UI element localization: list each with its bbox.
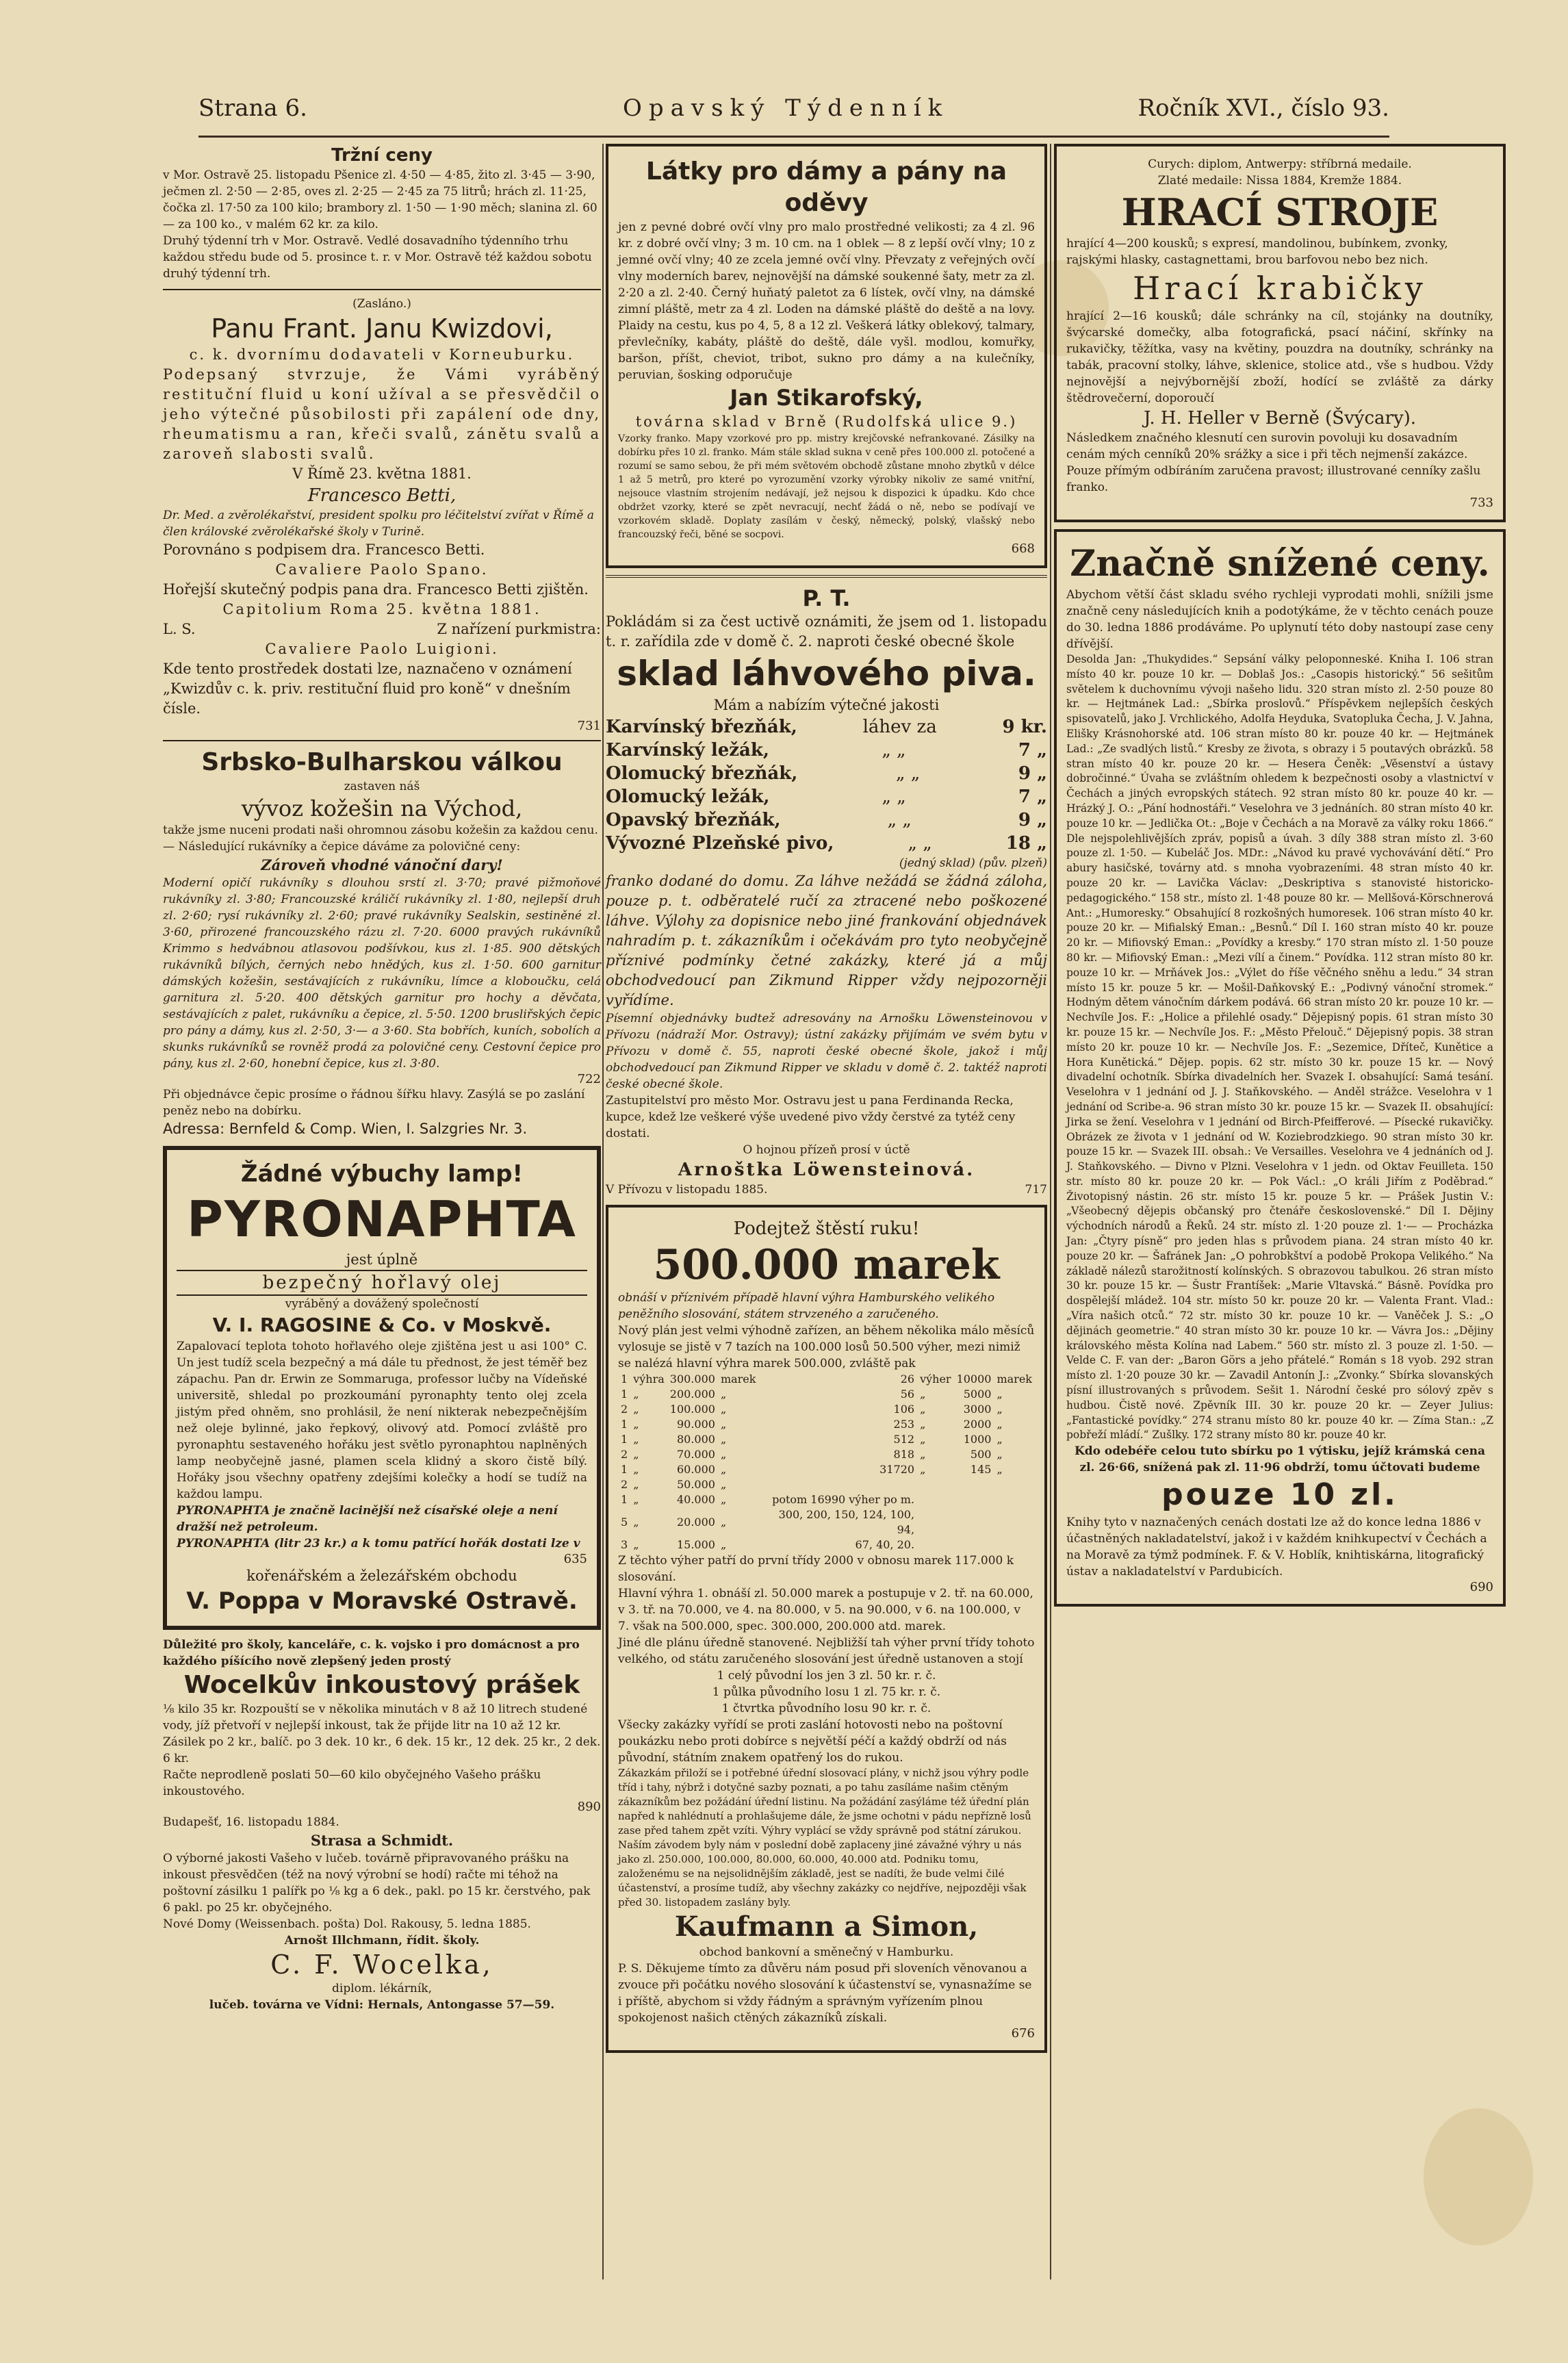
hraci-body-2: hrající 2—16 kousků; dále schránky na cíl, stojánky na doutníky, švýcarské domečky, alba fotografická, psací náčiní, skřínky na rukavičky, těžítka, vasy na květiny, pouzdra na doutníky, schránky na tabák, pracovní stolky, láhve, sklenice, stolice atd., vše s hudbou. Vždy nejnovější a nejvýbornější zboží, hodící se zvláště za dárky štědrovečerní, doporoučí (1066, 309, 1493, 405)
market-text: v Mor. Ostravě 25. listopadu Pšenice zl. 4·50 — 4·85, žito zl. 3·45 — 3·90, ječmen zl. 2·50 — 2·85, oves zl. 2·25 — 2·45 za 75 litrů; hrách zl. 11·25, čočka zl. 17·50 za 100 kilo; brambory zl. 1·50 — 1·90 měch; slanina zl. 60 — za 100 ko., v malém 62 kr. za kilo. (163, 168, 597, 231)
winnings-cell: 818 (893, 1448, 915, 1461)
winnings-cell: 3 (621, 1538, 628, 1551)
kwizda-line-7: Kde tento prostředek dostati lze, naznačeno v oznámení „Kwizdův c. k. priv. restituční fluid pro koně“ v dnešním čísle. (163, 661, 572, 717)
winnings-cell: 50.000 (676, 1478, 715, 1491)
srbsko-ad (163, 747, 601, 1139)
winnings-cell: 1 (621, 1493, 628, 1506)
winnings-cell: 1 (621, 1372, 628, 1385)
winnings-cell: „ (720, 1516, 727, 1529)
column-2 (606, 144, 1047, 2060)
pyronaphta-shop: V. Poppa v Moravské Ostravě. (186, 1587, 578, 1615)
pyronaphta-b4: kořenářském a železářském obchodu (246, 1568, 517, 1584)
ad-number: 690 (1469, 1580, 1493, 1595)
pivo-body-4: Zastupitelství pro město Mor. Ostravu jest u pana Ferdinanda Recka, kupce, kdež lze veškeré výše uvedené pivo vždy čerstvé za tytéž ceny dostati. (606, 1094, 1016, 1140)
pyronaphta-ad (163, 1146, 601, 1630)
winnings-cell: marek (997, 1372, 1032, 1385)
winnings-cell: 512 (893, 1433, 915, 1446)
winnings-cell: „ (920, 1433, 926, 1446)
winnings-row (618, 1402, 1035, 1417)
winnings-cell: „ (633, 1448, 639, 1461)
loterie-body-5: Jiné dle plánu úředně stanovené. Nejbližší tah výher první třídy tohoto velkého, od státu zaručeného slosování jest úředně ustanoven a stojí (618, 1636, 1035, 1666)
issue-number: Ročník XVI., číslo 93. (1138, 94, 1389, 122)
page-number: Strana 6. (198, 94, 307, 122)
kwizda-line-3: Hořejší skutečný podpis pana dra. Francesco Betti zjištěn. (163, 581, 589, 598)
kwizda-ls: L. S. (163, 621, 196, 637)
winnings-cell: 2 (621, 1448, 628, 1461)
beer-name: Vývozné Plzeňské pivo, (606, 833, 834, 854)
winnings-cell: 500 (970, 1448, 992, 1461)
winnings-cell (917, 1492, 954, 1507)
loterie-price-2: 1 půlka původního losu 1 zl. 75 kr. r. č. (712, 1685, 941, 1699)
hraci-body: hrající 4—200 kousků; s expresí, mandolinou, bubínkem, zvonky, rajskými hlasky, castagnettami, brou barfovou nebo bez nich. (1066, 237, 1448, 267)
pyronaphta-top: Žádné výbuchy lamp! (240, 1160, 524, 1188)
beer-price: 9 „ (1018, 810, 1047, 830)
beer-name: Karvínský ležák, (606, 740, 769, 761)
winnings-cell: 60.000 (676, 1463, 715, 1476)
hraci-body-4: Pouze přímým odbíráním zaručena pravost; illustrované cenníky zašlu franko. (1066, 464, 1481, 494)
sent-label: (Zasláno.) (352, 297, 411, 311)
pivo-title: sklad láhvového piva. (617, 654, 1036, 693)
pivo-body-5: O hojnou přízeň prosí v úctě (743, 1143, 910, 1157)
wocelka-sig1: Strasa a Schmidt. (310, 1832, 454, 1849)
winnings-cell: 300.000 (669, 1372, 715, 1385)
srbsko-gift: Zároveň vhodné vánoční dary! (261, 856, 503, 873)
beer-price: 9 „ (1018, 763, 1047, 784)
pivo-body: Pokládám si za čest uctivě oznámiti, že jsem od 1. listopadu t. r. zařídila zde v domě č. 2. naproti české obecné škole (606, 613, 1047, 650)
latky-name: Jan Stikarofský, (730, 385, 923, 411)
winnings-cell (954, 1537, 994, 1553)
winnings-cell: 5 (621, 1516, 628, 1529)
wocelka-b4: O výborné jakosti Vašeho v lučeb. továrně připravovaného prášku na inkoust přesvědčen (též na nový výrobní se hodí) račte mi téhož na poštovní zásilku 1 palířk po ⅛ kg a 6 dek., pakl. po 15 kr. čerstvého, pak 6 pakl. po 25 kr. obyčejného. (163, 1852, 591, 1915)
ceny-title: Značně snížené ceny. (1070, 543, 1490, 585)
ad-number: 890 (577, 1800, 601, 1814)
wocelka-brand: C. F. Wocelka, (270, 1950, 493, 1980)
winnings-cell: „ (633, 1478, 639, 1491)
winnings-cell: 20.000 (676, 1516, 715, 1529)
winnings-cell: „ (920, 1463, 926, 1476)
winnings-cell (994, 1492, 1035, 1507)
winnings-cell: „ (920, 1448, 926, 1461)
winnings-cell: 80.000 (676, 1433, 715, 1446)
kwizda-notice (163, 296, 601, 733)
loterie-body-2: Nový plán jest velmi výhodně zařízen, an během několika málo měsíců vylosuje se jistě v 7 tazích na 100.000 losů 50.500 výher, mezi nimiž se nalézá hlavní výhra marek 500.000, zvláště pak (618, 1324, 1035, 1370)
latky-ad (606, 144, 1047, 568)
winnings-cell: „ (720, 1493, 727, 1506)
kwizda-subtitle: c. k. dvornímu dodavateli v Korneuburku. (189, 346, 575, 363)
kwizda-line-6: Cavaliere Paolo Luigioni. (265, 641, 499, 657)
winnings-row (618, 1462, 1035, 1477)
winnings-cell (994, 1507, 1035, 1537)
beer-row (606, 762, 1047, 785)
kwizda-body: Podepsaný stvrzuje, že Vámi vyráběný restituční fluid u koní užíval a se přesvědčil o jeho výtečné působilosti při zapálení ode dny, rheumatismu a ran, křeči svalů, zánětu svalů a zaroveň slabosti svalů. (163, 366, 601, 462)
winnings-cell (917, 1477, 954, 1492)
beer-price: 7 „ (1018, 740, 1047, 761)
loterie-body-4: Hlavní výhra 1. obnáší zl. 50.000 marek a postupuje v 2. tř. na 60.000, v 3. tř. na 70.000, ve 4. na 80.000, v 5. na 90.000, v 6. na 100.000, v 7. však na 500.000, spec. 300.000, 200.000 atd. marek. (618, 1587, 1033, 1633)
winnings-cell (917, 1537, 954, 1553)
winnings-cell: 2 (621, 1403, 628, 1416)
loterie-price-1: 1 celý původní los jen 3 zl. 50 kr. r. č. (717, 1669, 936, 1683)
kwizda-line-1: Porovnáno s podpisem dra. Francesco Betti. (163, 541, 485, 558)
winnings-cell: „ (920, 1418, 926, 1431)
winnings-cell: 26 (900, 1372, 915, 1385)
winnings-cell: 1000 (963, 1433, 992, 1446)
srbsko-body: takže jsme nuceni prodati naši ohromnou zásobu kožešin za každou cenu. — Následující rukávníky a čepice dáváme za polovičné ceny: (163, 823, 598, 854)
wocelka-b3: Budapešť, 16. listopadu 1884. (163, 1815, 339, 1829)
winnings-cell: 90.000 (676, 1418, 715, 1431)
loterie-firm-sub: obchod bankovní a směnečný v Hamburku. (699, 1945, 954, 1959)
wocelka-address: lučeb. továrna ve Vídni: Hernals, Antongasse 57—59. (209, 1998, 555, 2012)
winnings-cell: 3000 (963, 1403, 992, 1416)
winnings-cell: „ (720, 1418, 727, 1431)
pyronaphta-maker: V. I. RAGOSINE & Co. v Moskvě. (212, 1314, 552, 1336)
hraci-top-1: Curych: diplom, Antwerpy: stříbrná medaile. (1148, 157, 1412, 171)
hraci-title: HRACÍ STROJE (1121, 190, 1439, 234)
winnings-cell: „ (720, 1388, 727, 1401)
winnings-row (618, 1447, 1035, 1462)
beer-unit: „ „ (882, 740, 906, 761)
latky-title: Látky pro dámy a pány na oděvy (645, 157, 1007, 217)
winnings-cell: 67, 40, 20. (855, 1538, 915, 1551)
pyronaphta-title: PYRONAPHTA (187, 1190, 577, 1248)
winnings-cell: „ (633, 1516, 639, 1529)
winnings-cell: 1 (621, 1433, 628, 1446)
beer-row (606, 785, 1047, 808)
pivo-place: V Přívozu v listopadu 1885. (606, 1183, 768, 1197)
ceny-foot: Kdo odebéře celou tuto sbírku po 1 výtisku, jejíž krámská cena zl. 26·66, snížená pak zl. 11·96 obdrží, tomu účtovati budeme (1074, 1444, 1486, 1475)
winnings-cell: potom 16990 výher po m. (772, 1493, 915, 1506)
winnings-cell: výher (920, 1372, 951, 1385)
pyronaphta-b2: PYRONAPHTA je značně lacinější než císařské oleje a není dražší než petroleum. (177, 1504, 558, 1534)
ad-number: 731 (577, 719, 601, 733)
column-1 (163, 144, 601, 2020)
winnings-cell: 31720 (879, 1463, 915, 1476)
loterie-body-3: Z těchto výher patří do první třídy 2000 v obnosu marek 117.000 k slosování. (618, 1554, 1014, 1584)
winnings-cell: „ (633, 1538, 639, 1551)
winnings-cell: „ (720, 1538, 727, 1551)
winnings-cell: „ (920, 1403, 926, 1416)
column-divider (602, 144, 604, 2279)
pivo-body-2: franko dodané do domu. Za láhve nežádá se žádná záloha, pouze p. t. odběratelé ručí za ztracené nebo poškozené láhve. Výlohy za dopisnice nebo jiné frankování objednávek nahradím p. t. zákazníkům i očekávám pro tyto neobyčejně příznivé podmínky četné zakázky, které já a můj obchodvedoucí pan Zikmund Ripper vždy nejpozorněji vyřídíme. (606, 873, 1047, 1008)
winnings-table (618, 1372, 1035, 1553)
winnings-cell: marek (720, 1372, 756, 1385)
winnings-row (618, 1432, 1035, 1447)
pyronaphta-s3: vyráběný a dovážený společností (285, 1297, 479, 1311)
winnings-cell: 70.000 (676, 1448, 715, 1461)
wocelka-brand-sub: diplom. lékárník, (332, 1982, 432, 1995)
winnings-cell: 2000 (963, 1418, 992, 1431)
srbsko-items: Moderní opičí rukávníky s dlouhou srstí zl. 3·70; pravé pižmoňové rukávníky zl. 3·80; Francouzské králičí rukávníky zl. 1·80, nejlepší druh zl. 2·60; rysí rukávníky zl. 2·60; pravé rukávníky Sealskin, sestiněné zl. 3·60, přirozené francouzského rázu zl. 7·20. 6000 pravých rukávníků Krimmo s hedvábnou atlasovou podšívkou, kus zl. 1·85. 900 dětských rukávníků bílých, černých nebo hnědých, kus zl. 1·50. 600 garnitur dámských kožešin, sestávajících z rukávníku, límce a kloboučku, celá garnitura zl. 5·20. 400 dětských garnitur pro hochy a děvčata, sestávajících z palet, rukávníku a čepice, zl. 5·50. 1200 brusliřských čepic pro pány a dámy, kus zl. 2·50, 3·— a 3·60. Sta bobřích, kuních, sobolích a skunks rukávníků se rovněž prodá za polovičné ceny. Cestovní čepice pro pány, kus zl. 2·60, honební čepice, kus zl. 3·80. (163, 876, 601, 1071)
pivo-pt: P. T. (802, 585, 851, 611)
ceny-intro: Abychom větší část skladu svého rychleji vyprodati mohli, snížili jsme značně ceny následujících knih a podotýkáme, že v těchto cenách pouze do 30. ledna 1886 prodáváme. Po uplynutí této doby nastoupí zase ceny dřívější. (1066, 588, 1493, 651)
winnings-cell: 100.000 (669, 1403, 715, 1416)
winnings-row (618, 1492, 1035, 1507)
kwizda-signature: Francesco Betti, (307, 485, 457, 506)
wocelka-sig2: Arnošt Illchmann, řídit. školy. (284, 1934, 480, 1947)
pyronaphta-b3: PYRONAPHTA (litr 23 kr.) a k tomu patřící hořák dostati lze v (177, 1537, 580, 1550)
srbsko-title-2: vývoz kožešin na Východ, (241, 795, 523, 821)
beer-unit: láhev za (862, 717, 937, 737)
latky-body: jen z pevné dobré ovčí vlny pro malo prostředné velikosti; za 4 zl. 96 kr. z dobré ovčí vlny; 3 m. 10 cm. na 1 oblek — 8 z lepší ovčí vlny; 10 z jemné ovčí vlny; 40 ze zcela jemné ovčí vlny. Převzaty z veřejných ovčí vlny moderních barev, nejnovější na dámské soukenné šaty, metr za zl. 2·20 a zl. 2·40. Černý huňatý paletot za 6 lístek, ovčí vlny, na dámské zimní pláště, metr za 4 zl. Loden na dámské pláště do deště a na lovy. Plaidy na cestu, kus po 4, 5, 8 a 12 zl. Veškerá látky oblekový, talmary, převlečníky, kabáty, pláště do deště, dále vyšl. modlou, komuřky, baršon, příšt, cheviot, tribot, sukno pro dámy a na kulečníky, peruvian, šosking odporučuje (618, 220, 1035, 382)
winnings-cell: 5000 (963, 1388, 992, 1401)
beer-name: Olomucký březňák, (606, 763, 798, 784)
loterie-body-7: Zákazkám přiloží se i potřebné úřední slosovací plány, v nichž jsou výhry podle tříd i tahy, nýbrž i dotyčné sazby poznati, a po tahu zasíláme našim ctěným zákazníkům bez požádání úřední listinu. Na požádání zasýláme též úřední plán napřed k nahlédnutí a prohlašujeme dále, že jsme ochotni v pádu nepřízně losů zase před tahem zpět vzíti. Výhry vyplácí se vždy správně pod státní zárukou. Naším závodem byly nám v poslední době zaplaceny jiné závažné výhry u nás jako zl. 250.000, 100.000, 80.000, 60.000, 40.000 atd. Podniku tomu, založenému se na nejsolidnějším základě, jest se nadíti, že bude velmi čilé účastenství, a prosíme tudíž, aby všechny zakázky co nejdříve, nejpozději však před 30. listopadem zaslány byly. (618, 1767, 1031, 1908)
market-text-2: Druhý týdenní trh v Mor. Ostravě. Vedlé dosavadního týdenního trhu každou středu bude od 5. prosince t. r. v Mor. Ostravě též každou sobotu druhý týdenní trh. (163, 234, 592, 281)
beer-price: 18 „ (1005, 833, 1047, 854)
beer-row (606, 739, 1047, 762)
beer-unit: „ „ (887, 810, 912, 830)
pivo-have: Mám a nabízím výtečné jakosti (713, 697, 940, 713)
loterie-ps: P. S. Děkujeme tímto za důvěru nám posud při sloveních věnovanou a zvouce při počátku nového slosování k účastenství se, vynasnažíme se i příště, abychom si vždy řádným a správným vyřízením plnou spokojenost našich ctěných zákazníků získali. (618, 1962, 1032, 2025)
winnings-cell: „ (997, 1448, 1003, 1461)
hraci-firm: J. H. Heller v Berně (Švýcary). (1143, 408, 1417, 429)
hraci-ad (1054, 144, 1506, 522)
winnings-row (618, 1417, 1035, 1432)
winnings-cell: „ (720, 1478, 727, 1491)
beer-price: 9 kr. (1002, 717, 1047, 737)
beer-name: Olomucký ležák, (606, 787, 770, 807)
wocelka-body: ⅛ kilo 35 kr. Rozpouští se v několika minutách v 8 až 10 litrech studené vody, jíž přetvoří v nejlepší inkoust, tak že přijde litr na 10 až 12 kr. Zásilek po 2 kr., balíč. po 3 dek. 10 kr., 6 dek. 15 kr., 12 dek. 25 kr., 2 dek. 6 kr. (163, 1702, 601, 1765)
latky-foot: Vzorky franko. Mapy vzorkové pro pp. mistry krejčovské nefrankované. Zásilky na dobírku přes 10 zl. franko. Mám stále sklad sukna v ceně přes 100.000 zl. potočené a rozumí se samo sebou, že při mém světovém obchodě zůstane mnoho zbytků v délce 1 až 5 metrů, pro které po vyrozumění vzorky výrobky nikoliv ze samé vnitřní, nejsouce vlastním strojením nedávají, jež nejsou k dispozici k úpadku. Kdo chce obdržet vzorky, které se zpět nevracují, nechť žádá o ně, nebo se podívají ve vzorkovém skladě. Doplaty zasílám v český, německý, polský, vlašský nebo francouzský řeči, běné se socpovi. (618, 433, 1035, 540)
winnings-cell: 1 (621, 1388, 628, 1401)
loterie-firm: Kaufmann a Simon, (674, 1911, 979, 1943)
pivo-body-3: Písemní objednávky budtež adresovány na Arnošku Löwensteinovou v Přívozu (nádraží Mor. Ostravy); ústní zakázky přijímám ve svém bytu v Přívozu v domě č. 55, naproti české obecné škole, jakož i můj obchodvedoucí pan Zikmund Ripper ve skladu v domě č. 2. taktéž naproti české obecné škole. (606, 1012, 1047, 1091)
beer-row (606, 808, 1047, 832)
winnings-cell: „ (720, 1448, 727, 1461)
winnings-row (618, 1537, 1035, 1553)
kwizda-date: V Římě 23. května 1881. (292, 465, 472, 482)
pyronaphta-s1: jest úplně (346, 1251, 418, 1268)
market-prices (163, 144, 601, 282)
winnings-cell: 56 (900, 1388, 915, 1401)
loterie-body: obnáší v příznivém případě hlavní výhra Hamburského velikého peněžního slosování, státem strvzeného a zaručeného. (618, 1291, 995, 1321)
beer-unit: „ „ (895, 763, 921, 784)
winnings-cell: „ (633, 1403, 639, 1416)
column-3 (1054, 144, 1506, 1613)
kwizda-title: Panu Frant. Janu Kwizdovi, (211, 314, 553, 344)
beer-row (606, 715, 1047, 739)
winnings-cell: „ (633, 1493, 639, 1506)
beer-name: Karvínský březňák, (606, 717, 797, 737)
loterie-top: Podejtež štěstí ruku! (733, 1218, 920, 1239)
winnings-cell: „ (633, 1418, 639, 1431)
winnings-cell: „ (720, 1463, 727, 1476)
winnings-cell: „ (997, 1463, 1003, 1476)
ceny-book-list: Desolda Jan: „Thukydides.“ Sepsání války peloponneské. Kniha I. 106 stran místo 40 kr. pouze 10 kr. — Doblaš Jos.: „Casopis historický.“ 56 sešitům světelem k duchovnímu vývoji našeho lidu. 320 stran místo zl. 2·50 pouze 80 kr. — Hejtmánek Lad.: „Sbírka proslovů.“ Příspěvkem nejlepších českých spisovatelů, jako J. Vrchlického, Adolfa Heyduka, Svatopluka Čecha, J. V. Jahna, Elišky Krásnohorské atd. 106 stran místo 80 kr. pouze 40 kr. — Hejtmánek Lad.: „Ze svadlých listů.“ Kresby ze života, s obrazy i 5 poutavých obrázků. 58 stran místo 40 kr. pouze 20 kr. — Hesera Čeněk: „Věsenství a ústavy dobročinné.“ Úvaha se zvláštním ohledem k bezpečnosti osoby a vlastnictví v Čechách a jiných evropských státech. 92 stran místo 80 kr. pouze 40 kr. — Hrázký J. O.: „Pání hodnostáři.“ Veselohra ve 3 jednáních. 80 stran místo 40 kr. pouze 10 kr. — Jedlička Ot.: „Boje v Čechách a na Moravě za války roku 1866.“ Dle nejspolehlivějších zpráv, popisů a úvah. 3 díly 388 stran místo zl. 3·60 pouze zl. 1·50. — Kubeláč Jos. MDr.: „Návod ku pravé vychovávání dětí.“ Pro abury hasičské, továrny atd. s mnoha vyobrazeními. 48 stran místo 40 kr. pouze 20 kr. — Lavička Václav: „Deskriptiva s stanovisté historicko-pedagogického.“ 158 str., místo zl. 1·48 pouze 80 kr. — Mellšová-Körschnerová Ant.: „Humoresky.“ Obsahující 8 rozkošných humoresek. 106 stran místo 40 kr. pouze 20 kr. — Mifialský Eman.: „Besnů.“ Díl I. 160 stran místo 40 kr. pouze 20 kr. — Mifiovský Eman.: „Povídky a kresby.“ 170 stran místo zl. 1·50 pouze 80 kr. — Mifiovský Eman.: „Mezi vílí a činem.“ Povídka. 112 stran místo 80 kr. pouze 10 kr. — Mrňávek Jos.: „Výlet do říše věčného sněhu a ledu.“ 34 stran místo 15 kr. pouze 5 kr. — Mošil-Daňkovský E.: „Podivný vánoční stromek.“ Hodným dětem vánočním dárkem podává. 66 stran místo 20 kr. pouze 10 kr. — Nechvíle Jos. F.: „Holice a přilehlé osady.“ Dějepisný popis. 61 stran místo 30 kr. pouze 15 kr. — Nechvíle Jos. F.: „Město Přelouč.“ Dějepisný popis. 38 stran místo 20 kr. pouze 10 kr. — Nechvíle Jos. F.: „Sezemice, Dříteč, Kunětice a Hora Kunětická.“ Dějep. popis. 62 str. místo 30 kr. pouze 15 kr. — Nový divadelní ochotník. Sbírka divadelních her. Svazek I. obsahující: Samá tesání. Veselohra v 1 jednání od J. J. Staňkovského. — Anděl strážce. Veselohra v 1 jednání od Scribe-a. 96 stran místo 30 kr. pouze 15 kr. — Svazek II. obsahující: Jirka se žení. Veselohra v 1 jednání od Birch-Pfeifferové. — Písecké rukavičky. Obrázek ze života v 1 jednání od W. Koziebrodzkiego. 90 stran místo 30 kr. pouze 15 kr. — Svazek III. obsah.: Ve Versailles. Veselohra ve 4 jednáních od J. J. Staňkovského. — Divno v Plzni. Veselohra v 1 jedn. od Oktav Feuilleta. 150 str. místo 80 kr. pouze 20 kr. — Pok Václ.: „O králi Jiřím z Poděbrad.“ Životopisný nástin. 26 str. místo 15 kr. pouze 5 kr. — Prášek Justin V.: „Všeobecný dějepis občanský pro čtenáře československé.“ Díl I. Dějiny východních národů a Řeků. 24 str. místo zl. 1·20 pouze zl. 1·— — Procházka Jan: „Čtyry písně“ pro jeden hlas s průvodem piana. 24 stran místo 40 kr. pouze 20 kr. — Šafránek Jan: „O pohrobkštví a podobě Prokopa Velikého.“ Na základě nálezů starožitností kolínských. S obrazovou tabulkou. 26 stran místo 30 kr. pouze 15 kr. — Šustr Frantíšek: „Marie Vltavská.“ Básně. Povídka pro dospělejší mládež. 104 str. místo 50 kr. pouze 20 kr. — Valenta Frant. Vlad.: „Víra našich otců.“ 72 str. místo 30 kr. pouze 10 kr. — Vaněček J. S.: „O dějinách geometrie.“ 40 stran místo 30 kr. pouze 10 kr. — Vávra Jos.: „Dějiny královského města Kolína nad Labem.“ 560 str. místo zl. 3 pouze zl. 1·50. — Velde C. F. van der: „Baron Görs a jeho přátelé.“ Román s 18 vyob. 292 stran místo zl. 1·20 pouze 30 kr. — Zavadil Antonín J.: „Zvonky.“ Sbírka slovanských písní illustrovaných s průvodem. Sešit 1. Národní české pro sólový zpěv s hudbou. Čistě nové. Zpěvník III. 30 kr. pouze 20 kr. — Zeyer Julius: „Fantastické povídky.“ 274 stranu místo 80 kr. pouze 40 kr. — Zíma Stan.: „Z pobřeží mládí.“ Zušlky. 172 strany místo 80 kr. pouze 40 kr. (1066, 653, 1493, 1442)
winnings-cell: 1 (621, 1418, 628, 1431)
winnings-cell: „ (633, 1433, 639, 1446)
winnings-cell (917, 1507, 954, 1537)
beer-price-list (606, 715, 1047, 855)
winnings-cell: „ (997, 1388, 1003, 1401)
winnings-cell (758, 1477, 917, 1492)
pyronaphta-s2: bezpečný hořlavý olej (177, 1270, 587, 1296)
loterie-title: 500.000 marek (653, 1241, 1000, 1289)
beer-price: 7 „ (1018, 787, 1047, 807)
winnings-row (618, 1372, 1035, 1387)
winnings-cell: 2 (621, 1478, 628, 1491)
loterie-body-6: Všecky zakázky vyřídí se proti zaslání hotovosti nebo na poštovní poukázku nebo proti dobírce s největší péčí a každý obdrží od nás původní, státním znakem opatřený los do rukou. (618, 1718, 1007, 1765)
srbsko-title: Srbsko-Bulharskou válkou (201, 748, 563, 776)
hraci-top-2: Zlaté medaile: Nissa 1884, Kremže 1884. (1157, 174, 1402, 188)
loterie-ad (606, 1205, 1047, 2053)
latky-sub: továrna sklad v Brně (Rudolfská ulice 9.) (635, 413, 1018, 430)
winnings-cell: „ (997, 1433, 1003, 1446)
wocelka-ad (163, 1637, 601, 2013)
winnings-cell (994, 1537, 1035, 1553)
ad-number: 717 (1025, 1183, 1047, 1197)
pivo-signature: Arnoštka Löwensteinová. (678, 1160, 975, 1180)
market-title: Tržní ceny (331, 145, 433, 166)
loterie-price-3: 1 čtvrtka původního losu 90 kr. r. č. (721, 1702, 931, 1715)
winnings-row (618, 1507, 1035, 1537)
wocelka-intro: Důležité pro školy, kanceláře, c. k. vojsko i pro domácnost a pro každého píšícího nově zlepšený jeden prostý (163, 1638, 580, 1668)
wocelka-b5: Nové Domy (Weissenbach. pošta) Dol. Rakousy, 5. ledna 1885. (163, 1917, 531, 1931)
ad-number: 676 (1011, 2026, 1035, 2041)
page-header (198, 94, 1389, 138)
kwizda-line-4: Capitolium Roma 25. května 1881. (222, 601, 541, 617)
winnings-cell: 10000 (956, 1372, 992, 1385)
winnings-cell: 40.000 (676, 1493, 715, 1506)
winnings-cell: „ (720, 1403, 727, 1416)
ad-number: 635 (563, 1552, 587, 1566)
pivo-side: (jedný sklad) (pův. plzeň) (899, 856, 1047, 870)
beer-row (606, 832, 1047, 855)
winnings-cell: 300, 200, 150, 124, 100, 94, (778, 1508, 915, 1536)
ad-number: 722 (577, 1072, 601, 1086)
ceny-ad (1054, 529, 1506, 1607)
winnings-cell: „ (633, 1463, 639, 1476)
ceny-foot-2: Knihy tyto v naznačených cenách dostati lze až do konce ledna 1886 v účastněných nakladatelství, jakož i v každém knihkupectví v Čechách a na Moravě za týmž podmínek. F. & V. Hoblík, knihtiskárna, litografický ústav a nakladatelství v Pardubicích. (1066, 1516, 1487, 1579)
column-divider (1050, 144, 1051, 2279)
winnings-cell: „ (997, 1403, 1003, 1416)
winnings-cell: 253 (893, 1418, 915, 1431)
hraci-title-2: Hrací krabičky (1133, 270, 1427, 307)
ad-number: 668 (1011, 541, 1035, 556)
winnings-row (618, 1387, 1035, 1402)
kwizda-signature-sub: Dr. Med. a zvěrolékařství, president spolku pro léčitelství zvířat v Římě a člen královské zvěrolékařské školy v Turině. (163, 509, 595, 539)
srbsko-sub: zastaven náš (344, 780, 420, 793)
winnings-cell: výhra (633, 1372, 665, 1385)
winnings-cell: „ (920, 1388, 926, 1401)
winnings-cell: 145 (970, 1463, 992, 1476)
wocelka-b2: Račte neprodleně poslati 50—60 kilo obyčejného Vašeho prášku inkoustového. (163, 1768, 541, 1798)
pivo-ad (606, 585, 1047, 1198)
winnings-cell: 200.000 (669, 1388, 715, 1401)
winnings-cell (954, 1477, 994, 1492)
beer-unit: „ „ (882, 787, 906, 807)
newspaper-title: Opavský Týdenník (623, 94, 949, 122)
winnings-cell: „ (997, 1418, 1003, 1431)
ad-number: 733 (1469, 496, 1493, 510)
wocelka-title: Wocelkův inkoustový prášek (183, 1671, 580, 1699)
winnings-cell: 15.000 (676, 1538, 715, 1551)
winnings-cell: „ (720, 1433, 727, 1446)
winnings-cell (954, 1492, 994, 1507)
winnings-cell: 106 (893, 1403, 915, 1416)
winnings-cell (994, 1477, 1035, 1492)
winnings-row (618, 1477, 1035, 1492)
srbsko-address: Adressa: Bernfeld & Comp. Wien, I. Salzgries Nr. 3. (163, 1121, 528, 1137)
kwizda-line-2: Cavaliere Paolo Spano. (275, 561, 489, 578)
winnings-cell (954, 1507, 994, 1537)
ceny-price: pouze 10 zl. (1161, 1477, 1398, 1513)
beer-unit: „ „ (908, 833, 932, 854)
srbsko-note: Při objednávce čepic prosíme o řádnou šířku hlavy. Zasýlá se po zaslání peněz nebo na dobírku. (163, 1088, 585, 1118)
kwizda-line-5: Z nařízení purkmistra: (437, 621, 601, 637)
beer-name: Opavský březňák, (606, 810, 781, 830)
winnings-cell: 1 (621, 1463, 628, 1476)
paper-stain (1424, 2108, 1533, 2245)
hraci-body-3: Následkem značného klesnutí cen surovin povoluji ku dosavadním cenám mých cenníků 20% srážky a sice i při těch nejmenší zakázce. (1066, 431, 1468, 461)
pyronaphta-body: Zapalovací teplota tohoto hořlavého oleje zjištěna jest u asi 100° C. Un jest tudíž scela bezpečný a má dále tu přednost, že jest téměř bez zápachu. Pan dr. Erwin ze Sommaruga, professor lučby na Vídeňské universitě, shledal po prozkoumání pyronaphty tento olej zcela jistým před ohněm, sno prohlásil, že není nikterak nebezpečnějším než oleje bylinné, jako řepkový, olivový atd. Pomocí zvláště pro pyronaphtu sestaveného hořáku jest světlo pyronaphtou naplněných lamp neobyčejně jasné, plamen scela klidný a skoro čistě bílý. Hořáky jsou všechny opatřeny zdejšími kolečky a hodí se tudíž na každou lampu. (177, 1340, 587, 1501)
winnings-cell: „ (633, 1388, 639, 1401)
